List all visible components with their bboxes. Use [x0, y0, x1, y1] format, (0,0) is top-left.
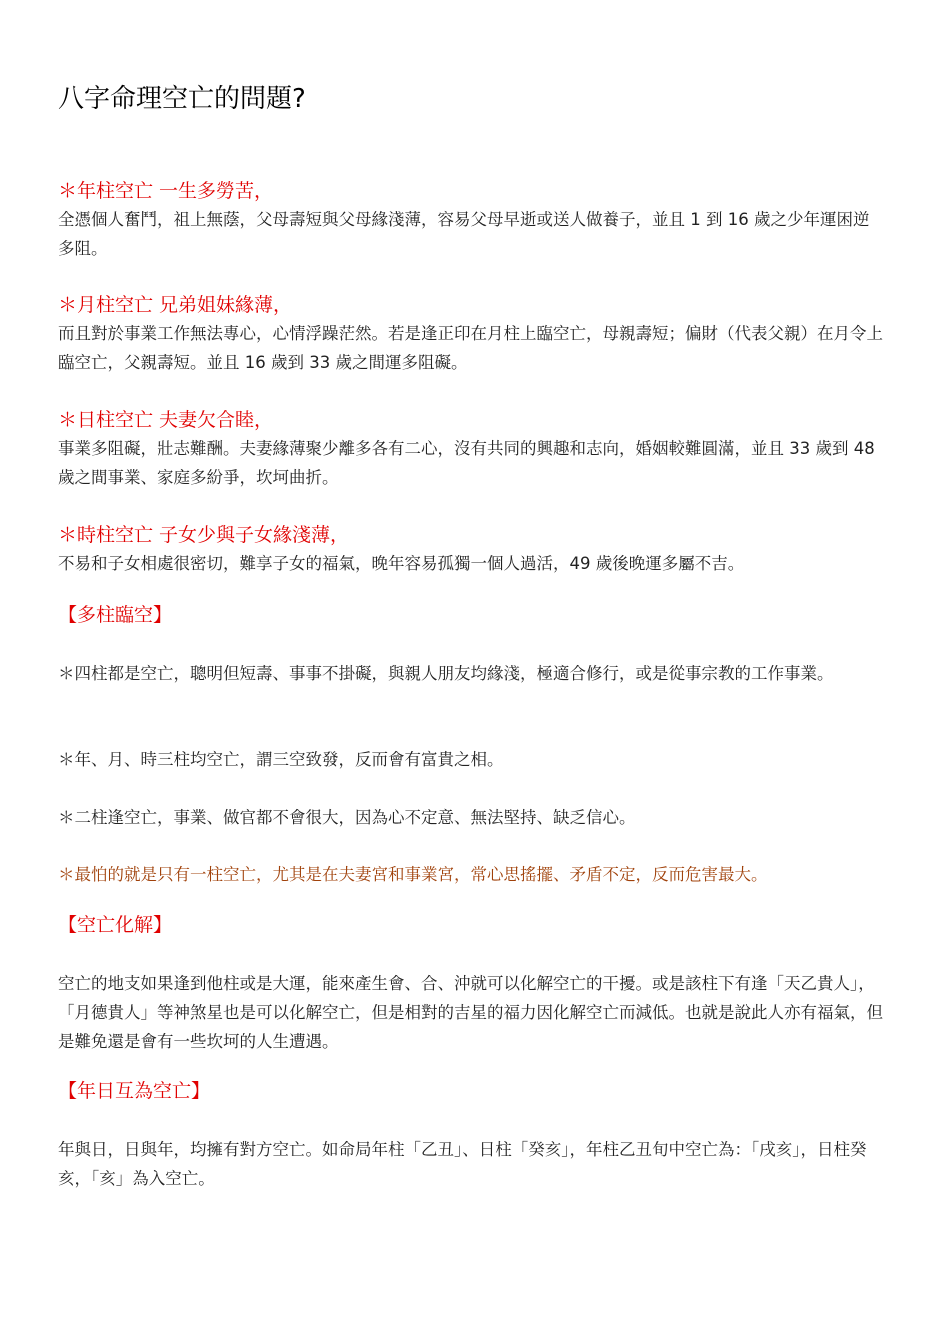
- pillar-month-text: 而且對於事業工作無法專心，心情浮躁茫然。若是逢正印在月柱上臨空亡，母親壽短；偏財（代表父親）在月令上臨空亡，父親壽短。並且 16 歲到 33 歲之間運多阻礙。: [58, 324, 883, 372]
- multi-pillar-item: ＊年、月、時三柱均空亡，謂三空致發，反而會有富貴之相。: [58, 750, 504, 769]
- multi-pillar-heading: 【多柱臨空】: [58, 604, 173, 626]
- page-title: 八字命理空亡的問題?: [58, 84, 306, 114]
- pillar-year-heading: ＊年柱空亡 一生多勞苦，: [58, 180, 274, 202]
- mutual-heading: 【年日互為空亡】: [58, 1080, 211, 1102]
- multi-pillar-item: ＊四柱都是空亡，聰明但短壽、事事不掛礙，與親人朋友均緣淺，極適合修行，或是從事宗教的工作事業。: [58, 664, 834, 683]
- pillar-day-heading: ＊日柱空亡 夫妻欠合睦，: [58, 409, 274, 431]
- pillar-month: [58, 291, 884, 377]
- pillar-day: [58, 406, 884, 492]
- multi-pillar-warning: ＊最怕的就是只有一柱空亡，尤其是在夫妻宮和事業宮，常心思搖擺、矛盾不定，反而危害最大。: [58, 865, 768, 884]
- pillar-hour: [58, 521, 884, 578]
- mutual-text: 年與日，日與年，均擁有對方空亡。如命局年柱「乙丑」、日柱「癸亥」，年柱乙丑旬中空亡為：「戌亥」，日柱癸亥，「亥」為入空亡。: [58, 1140, 867, 1188]
- pillar-year-text: 全憑個人奮鬥，祖上無蔭，父母壽短與父母緣淺薄，容易父母早逝或送人做養子，並且 1 到 16 歲之少年運困逆多阻。: [58, 210, 870, 258]
- pillar-day-text: 事業多阻礙，壯志難酬。夫妻緣薄聚少離多各有二心，沒有共同的興趣和志向，婚姻較難圓滿，並且 33 歲到 48 歲之間事業、家庭多紛爭，坎坷曲折。: [58, 439, 875, 487]
- resolve-heading: 【空亡化解】: [58, 914, 173, 936]
- pillar-year: [58, 177, 884, 263]
- multi-pillar-item: ＊二柱逢空亡，事業、做官都不會很大，因為心不定意、無法堅持、缺乏信心。: [58, 808, 636, 827]
- pillar-month-heading: ＊月柱空亡 兄弟姐妹緣薄，: [58, 294, 293, 316]
- resolve-text: 空亡的地支如果逢到他柱或是大運，能來產生會、合、沖就可以化解空亡的干擾。或是該柱下有逢「天乙貴人」，「月德貴人」等神煞星也是可以化解空亡，但是相對的吉星的福力因化解空亡而減低。也就是說此人亦有福氣，但是難免還是會有一些坎坷的人生遭遇。: [58, 974, 883, 1051]
- pillar-hour-text: 不易和子女相處很密切，難享子女的福氣，晚年容易孤獨一個人過活，49 歲後晚運多屬不吉。: [58, 554, 745, 573]
- pillar-hour-heading: ＊時柱空亡 子女少與子女緣淺薄，: [58, 524, 350, 546]
